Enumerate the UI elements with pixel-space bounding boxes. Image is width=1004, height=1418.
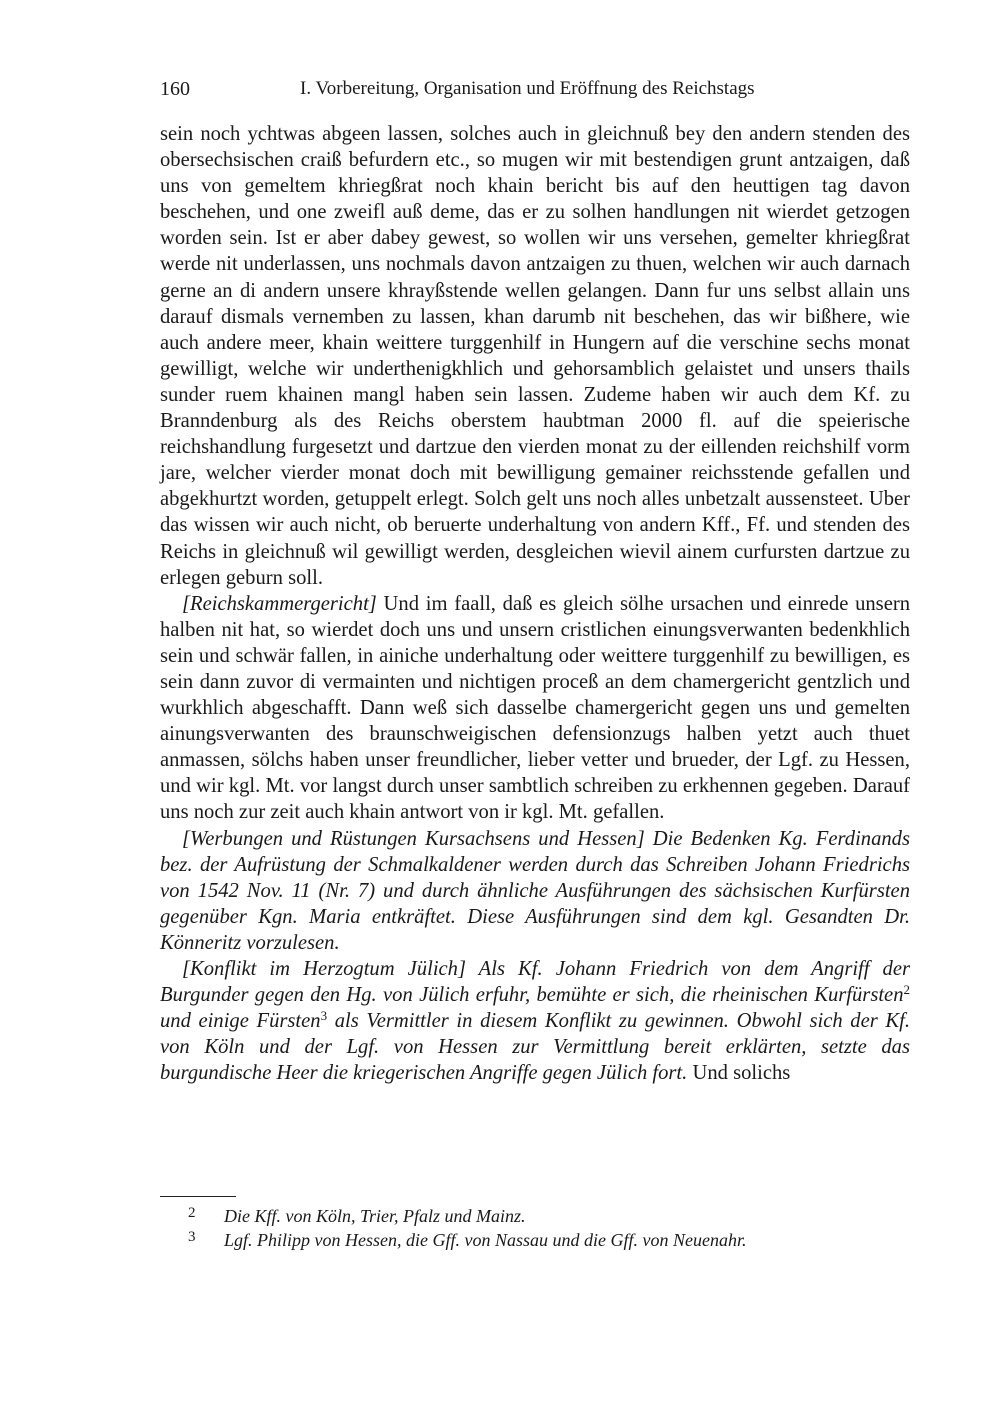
footnote-number: 2 <box>188 1205 196 1221</box>
page <box>160 78 910 1086</box>
page-number: 160 <box>160 78 190 100</box>
footnote-ref-3[interactable]: 3 <box>320 1008 328 1024</box>
footnotes <box>160 1204 910 1252</box>
paragraph-1: sein noch ychtwas abgeen lassen, solches auch in gleichnuß bey den andern stenden des obersechsischen craiß befurdern etc., so mugen wir mit bestendigen grunt antzaigen, daß uns von gemeltem khriegßrat noch khain bericht bis auf den heuttigen tag davon beschehen, und one zweifl auß deme, das er zu solhen handlungen nit wierdet getzogen worden sein. Ist er aber dabey gewest, so wollen wir uns versehen, gemelter khriegßrat werde nit underlassen, uns nochmals davon antzaigen zu thuen, welchen wir auch darnach gerne an di andern unsere khrayßstende wellen gelangen. Dann fur uns selbst allain uns darauf dismals vernemben zu lassen, khan darumb nit beschehen, das wir bißhere, wie auch andere meer, khain weittere turggenhilf in Hungern auf die verschine sechs monat gewilligt, welche wir underthenigkhlich und gehorsamblich gelaistet und unsers thails sunder ruem khainen mangl haben sein lassen. Zudeme haben wir auch dem Kf. zu Branndenburg als des Reichs oberstem haubtman 2000 fl. auf die speierische reichshandlung furgesetzt und dartzue den vierden monat zu der eillenden reichshilf vorm jare, welcher vierder monat doch mit bewilligung gemainer reichsstende gefallen und abgekhurtzt worden, getuppelt erlegt. Solch gelt uns noch alles unbetzalt aussensteet. Uber das wissen wir auch nicht, ob beruerte underhaltung von andern Kff., Ff. und stenden des Reichs in gleichnuß wil gewilligt werden, desgleichen wievil ainem curfursten dartzue zu erlegen geburn soll. <box>160 123 910 589</box>
summary-text-b: und einige Fürsten <box>160 1010 321 1033</box>
footnote-2 <box>160 1204 910 1228</box>
paragraph-text: Und im faall, daß es gleich sölhe ursachen und einrede unsern halben nit hat, so wierdet doch uns und unsern cristlichen einungsverwanten bedenkhlich sein und schwär fallen, in ainiche underhaltung oder weittere turggenhilf zu bewilligen, es sein dann zuvor di vermainten und nichtigen proceß an dem chamergericht gentzlich und wurkhlich abgeschafft. Dann weß sich dasselbe chamergericht gegen uns und gemelten ainungsverwanten des braunschweigischen defensionzugs halben yetzt auch thuet anmassen, sölchs haben unser freundlicher, lieber vetter und brueder, der Lgf. zu Hessen, und wir kgl. Mt. vor langst durch unser sambtlich schreiben zu erkhennen gegeben. Darauf uns noch zur zeit auch khain antwort von ir kgl. Mt. gefallen. <box>160 592 910 824</box>
footnote-3 <box>160 1228 910 1252</box>
footnote-text: Die Kff. von Köln, Trier, Pfalz und Mainz. <box>224 1206 526 1226</box>
footnote-number: 3 <box>188 1229 196 1245</box>
footnote-text: Lgf. Philipp von Hessen, die Gff. von Nassau und die Gff. von Neuenahr. <box>224 1230 747 1250</box>
summary-text-c: als Vermittler in diesem Konflikt zu gewinnen. Obwohl sich der Kf. von Köln und der Lgf. von Hessen zur Vermittlung bereit erklärten, setzte das burgundische Heer die kriegerischen Angriffe gegen Jülich fort. <box>160 1010 910 1085</box>
summary-text-a: [Konflikt im Herzogtum Jülich] Als Kf. Johann Friedrich von dem Angriff der Burgunder gegen den Hg. von Jülich erfuhr, bemühte er sich, die rheinischen Kurfürsten <box>160 958 910 1007</box>
source-text: Und solichs <box>687 1062 791 1085</box>
body-text <box>160 121 910 1086</box>
footnote-ref-2[interactable]: 2 <box>903 982 910 998</box>
running-head <box>160 78 910 108</box>
paragraph-werbungen: [Werbungen und Rüstungen Kursachsens und Hessen] Die Bedenken Kg. Ferdinands bez. der Aufrüstung der Schmalkaldener werden durch das Schreiben Johann Friedrichs von 1542 Nov. 11 (Nr. 7) und durch ähnliche Ausführungen des sächsischen Kurfürsten gegenüber Kgn. Maria entkräftet. Diese Ausführungen sind dem kgl. Gesandten Dr. Könneritz vorzulesen. <box>160 827 910 954</box>
paragraph-juelich <box>160 956 910 1086</box>
section-heading: [Reichskammergericht] <box>182 592 377 615</box>
paragraph-reichskammergericht <box>160 591 910 826</box>
running-title: I. Vorbereitung, Organisation und Eröffnung des Reichstags <box>300 78 755 99</box>
footnote-rule <box>160 1196 236 1197</box>
